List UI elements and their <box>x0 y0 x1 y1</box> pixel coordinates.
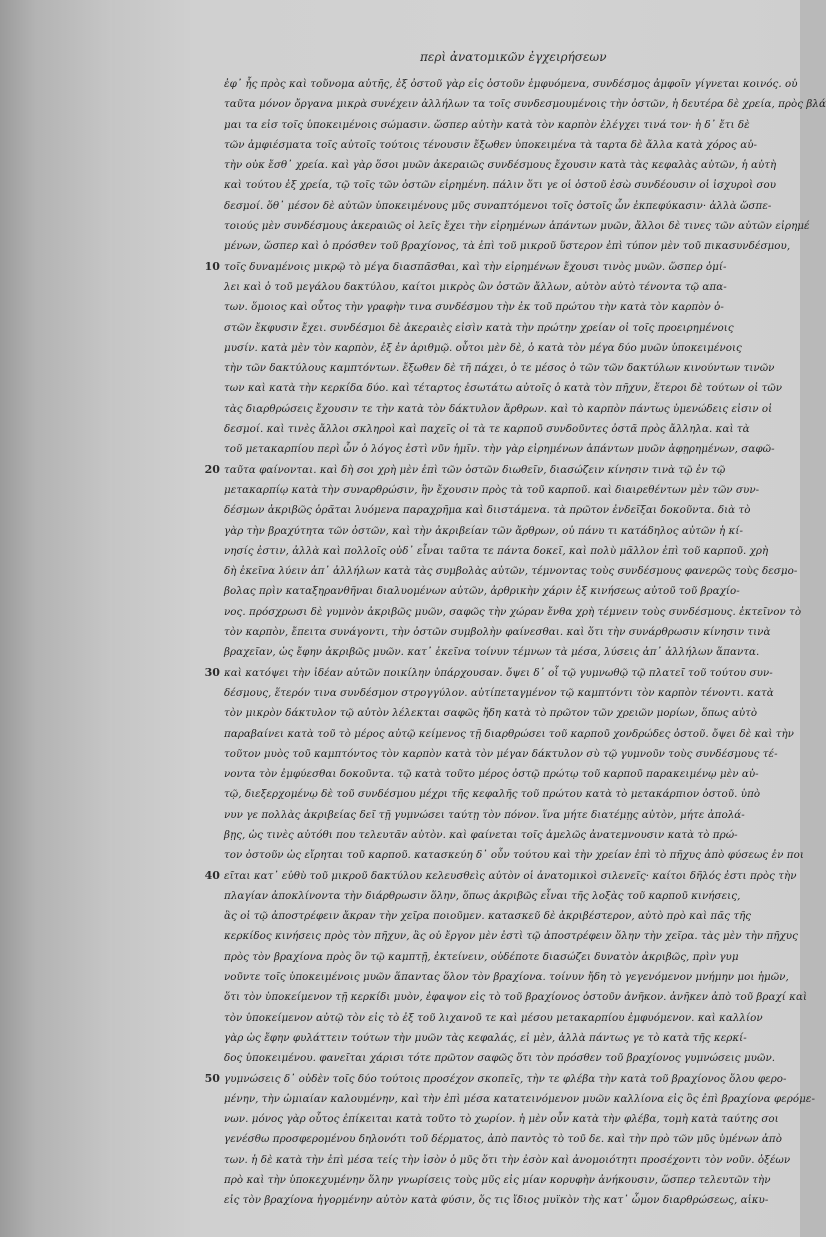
text-line <box>224 1028 772 1048</box>
line-number: 30 <box>204 665 220 679</box>
text-line <box>224 297 772 317</box>
line-text: των καὶ κατὰ τὴν κερκίδα δύο. καὶ τέταρτος ἐσωτάτω αὐτοῖς ὁ κατὰ τὸν πῆχυν, ἕτεροι δὲ τούτων οἱ τῶν <box>224 382 783 395</box>
line-text: βῃς, ὡς τινὲς αὐτόθι που τελευτᾶν αὐτὸν. καὶ φαίνεται τοῖς ἀμελῶς ἀνατεμνουσιν κατὰ τὸ πρώ- <box>224 828 738 841</box>
text-line <box>224 541 772 561</box>
running-head: περὶ ἀνατομικῶν ἐγχειρήσεων <box>420 50 607 64</box>
text-line <box>224 784 772 804</box>
line-text: γὰρ ὡς ἔφην φυλάττειν τούτων τὴν μυῶν τὰς κεφαλάς, εἰ μὲν, ἀλλὰ πάντως γε τὸ κατὰ τῆς κερκί- <box>224 1031 747 1044</box>
line-text: τὸν ὑποκείμενον αὐτῷ τὸν εἰς τὸ ἐξ τοῦ λιχανοῦ τε καὶ μέσου μετακαρπίου ἐμφυόμενον. καὶ καλλίον <box>224 1011 763 1024</box>
line-text: νων. μόνος γὰρ οὗτος ἐπίκειται κατὰ τοῦτο τὸ χωρίον. ἡ μὲν οὖν κατὰ τὴν φλέβα, τομὴ κατὰ ταύτης σοι <box>224 1113 779 1126</box>
text-line <box>224 236 791 256</box>
line-text: δέσμων ἀκριβῶς ὁρᾶται λυόμενα παραχρῆμα καὶ διιστάμενα. τὰ πρῶτον ἐνδεῖξαι δοκοῦντα. διὰ τὸ <box>224 504 751 517</box>
line-text: κερκίδος κινήσεις πρὸς τὸν πῆχυν, ἃς οὐ ἔργον μὲν ἐστὶ τῷ ἀποστρέφειν ὅλην τὴν χεῖρα. τὰς μὲν τὴν πῆχυς <box>224 930 798 943</box>
text-line <box>224 947 772 967</box>
text-line <box>204 460 772 480</box>
text-line <box>224 926 798 946</box>
text-line <box>224 724 794 744</box>
line-text: τὰς διαρθρώσεις ἔχουσιν τε τὴν κατὰ τὸν δάκτυλον ἄρθρων. καὶ τὸ καρπὸν πάντως ὑμενώδεις εἰσιν οἱ <box>224 402 773 415</box>
line-number: 40 <box>204 868 220 882</box>
text-line <box>224 115 772 135</box>
text-line <box>224 500 772 520</box>
line-text: λει καὶ ὁ τοῦ μεγάλου δακτύλου, καίτοι μικρὸς ὢν ὀστῶν ἄλλων, αὐτὸν αὐτὸ τένοντα τῷ απα- <box>224 280 727 293</box>
text-line <box>224 967 789 987</box>
text-line <box>224 602 802 622</box>
text-line <box>204 866 797 886</box>
text-line <box>224 1089 815 1109</box>
line-text: γὰρ τὴν βραχύτητα τῶν ὀστῶν, καὶ τὴν ἀκριβείαν τῶν ἄρθρων, οὐ πάνυ τι κατάδηλος αὐτῶν ἡ κί- <box>224 524 743 537</box>
line-text: τον ὀστοῦν ὡς εἴρηται τοῦ καρποῦ. κατασκεύη δ᾽ οὖν τούτου καὶ τὴν χρείαν ἐπὶ τὸ πῆχυς ἀπὸ φύσεως ἐν ποι <box>224 849 804 862</box>
line-text: τῶν ἀμφιέσματα τοῖς αὐτοῖς τούτοις τένουσιν ἔξωθεν ὑποκειμένα τὰ ταρτα δὲ ἄλλα κατὰ χόρος αὐ- <box>224 138 758 151</box>
text-line <box>224 764 772 784</box>
line-text: τὸν καρπὸν, ἔπειτα συνάγοντι, τὴν ὀστῶν συμβολὴν φαίνεσθαι. καὶ ὅτι τὴν συνάρθρωσιν κίνησιν τινὰ <box>224 626 771 639</box>
line-text: ταῦτα μόνον ὄργανα μικρὰ συνέχειν ἀλλήλων τα τοῖς συνδεσμουμένοις τὴν ὀστῶν, ἡ δευτέρα δὲ χρεία, πρὸς βλά <box>224 98 826 111</box>
line-text: δεσμοί. καὶ τινὲς ἄλλοι σκληροὶ καὶ παχεῖς οἱ τὰ τε καρποῦ συνδοῦντες ὀστᾶ πρὸς ἄλληλα. καὶ τὰ <box>224 423 750 436</box>
text-line <box>224 1129 782 1149</box>
line-text: πρὸ καὶ τὴν ὑποκεχυμένην ὅλην γνωρίσεις τοὺς μῦς εἰς μίαν κορυφὴν ἀνήκουσιν, ὥσπερ τελευτῶν τὴν <box>224 1174 771 1187</box>
text-line <box>224 135 772 155</box>
line-text: τοῦτον μυὸς τοῦ καμπτόντος τὸν καρπὸν κατὰ τὸν μέγαν δάκτυλον σὺ τῷ γυμνοῦν τοὺς συνδέσμους τέ- <box>224 747 778 760</box>
text-line <box>224 480 772 500</box>
text-line <box>204 663 773 683</box>
text-line <box>224 277 772 297</box>
text-line <box>224 845 804 865</box>
text-line <box>224 1048 776 1068</box>
line-text: τὸν μικρὸν δάκτυλον τῷ αὐτὸν λέλεκται σαφῶς ἤδη κατὰ τὸ πρῶτον τῶν χρειῶν μορίων, ὅπως αὐτὸ <box>224 707 758 720</box>
line-text: τοιούς μὲν συνδέσμους ἀκεραιῶς οἱ λεῖς ἔχει τὴν εἰρημένων ἁπάντων μυῶν, ἄλλοι δὲ τινες τῶν αὐτῶν εἰρημέ <box>224 220 810 233</box>
text-line <box>224 74 798 94</box>
text-line <box>224 439 775 459</box>
line-text: νησίς ἐστιν, ἀλλὰ καὶ πολλοῖς οὐδ᾽ εἶναι ταῦτα τε πάντα δοκεῖ, καὶ πολὺ μᾶλλον ἐπὶ τοῦ καρποῦ. χρὴ <box>224 544 769 557</box>
line-text: ἃς οἱ τῷ ἀποστρέφειν ἄκραν τὴν χεῖρα ποιοῦμεν. κατασκεῦ δὲ ἀκριβέστερον, αὐτὸ πρὸ καὶ πᾶς τῆς <box>224 910 752 923</box>
line-text: τοῖς δυναμένοις μικρῷ τὸ μέγα διασπᾶσθαι, καὶ τὴν εἰρημένων ἔχουσι τινὸς μυῶν. ὥσπερ ὁμί- <box>224 260 727 273</box>
text-line <box>224 378 783 398</box>
text-line <box>224 805 772 825</box>
line-text: μαι τα εἰσ τοῖς ὑποκειμένοις σώμασιν. ὥσπερ αὐτὴν κατὰ τὸν καρπὸν ἐλέγχει τινά τον· ἡ δ᾽ ἔτι δὲ <box>224 118 750 131</box>
text-line <box>224 318 772 338</box>
line-number: 50 <box>204 1071 220 1085</box>
text-line <box>224 196 772 216</box>
line-text: μυσίν. κατὰ μὲν τὸν καρπὸν, ἐξ ἐν ἀριθμῷ. οὗτοι μὲν δὲ, ὁ κατὰ τὸν μέγα δύο μυῶν ὑποκειμένοις <box>224 341 742 354</box>
line-text: ταῦτα φαίνονται. καὶ δὴ σοι χρὴ μὲν ἐπὶ τῶν ὀστῶν διωθεῖν, διασώζειν κίνησιν τινὰ τῷ ἐν τῷ <box>224 463 726 476</box>
line-text: καὶ τούτου ἐξ χρεία, τῷ τοῖς τῶν ὀστῶν εἰρημένη. πάλιν ὅτι γε οἱ ὀστοῦ ἐσὼ συνδέουσιν οἱ ἰσχυροὶ σου <box>224 179 777 192</box>
text-line <box>224 419 772 439</box>
line-text: τοῦ μετακαρπίου περὶ ὧν ὁ λόγος ἐστὶ νῦν ἡμῖν. τὴν γὰρ εἰρημένων ἁπάντων μυῶν ἀφῃρημένων, σαφῶ- <box>224 443 775 456</box>
text-line <box>224 1190 772 1210</box>
line-text: εῖται κατ᾽ εὐθὺ τοῦ μικροῦ δακτύλου κελευσθεὶς αὐτὸν οἱ ἀνατομικοὶ σιλενεῖς· καίτοι δῆλός ἐστι πρὸς τὴν <box>224 869 797 882</box>
text-line <box>204 257 772 277</box>
line-number: 10 <box>204 259 220 273</box>
line-text: νοντα τὸν ἐμφύεσθαι δοκοῦντα. τῷ κατὰ τοῦτο μέρος ὀστῷ πρώτῳ τοῦ καρποῦ παρακειμένῳ μὲν αὐ- <box>224 768 759 781</box>
text-line <box>224 581 772 601</box>
line-text: μένων, ὥσπερ καὶ ὁ πρόσθεν τοῦ βραχίονος, τὰ ἐπὶ τοῦ μικροῦ ὕστερον ἐπὶ τύπον μὲν τοῦ πικασυνδέσμου, <box>224 240 791 253</box>
line-text: τὴν τῶν δακτύλους καμπτόντων. ἔξωθεν δὲ τῆ πάχει, ὁ τε μέσος ὁ τῶν τῶν δακτύλων κινούντων τινῶν <box>224 362 775 375</box>
text-line <box>224 175 777 195</box>
line-text: εἰς τὸν βραχίονα ἠγορμένην αὐτὸν κατὰ φύσιν, ὅς τις ἴδιος μυϊκὸν τὴς κατ᾽ ὦμον διαρθρώσεως, αἰκυ- <box>224 1194 769 1207</box>
line-text: δος ὑποκειμένου. φανεῖται χάρισι τότε πρῶτον σαφῶς ὅτι τὸν πρόσθεν τοῦ βραχίονος γυμνώσεις μυῶν. <box>224 1052 776 1065</box>
line-text: μετακαρπίῳ κατὰ τὴν συναρθρώσιν, ἣν ἔχουσιν πρὸς τὰ τοῦ καρποῦ. καὶ διαιρεθέντων μὲν τῶν συν- <box>224 483 760 496</box>
line-text: δέσμους, ἕτερόν τινα συνδέσμον στρογγύλον. αὐτίπεταγμένον τῷ καμπτόντι τὸν καρπὸν τένοντι. κατὰ <box>224 686 774 699</box>
line-text: παραβαίνει κατὰ τοῦ τὸ μέρος αὐτῷ κείμενος τῇ διαρθρώσει τοῦ καρποῦ χονδρώδες ὀστοῦ. ὄψει δὲ καὶ τὴν <box>224 727 794 740</box>
line-text: βολας πρὶν καταξηρανθῆναι διαλυομένων αὐτῶν, ἀρθρικὴν χάριν ἐξ κινήσεως αὐτοῦ τοῦ βραχίο- <box>224 585 740 598</box>
line-text: πλαγίαν ἀποκλίνοντα τὴν διάρθρωσιν ὅλην, ὅπως ἀκριβῶς εἶναι τῆς λοξὰς τοῦ καρποῦ κινήσεις, <box>224 889 741 902</box>
line-text: πρὸς τὸν βραχίονα πρὸς ὃν τῷ καμπτῇ, ἐκτείνειν, οὐδέποτε διασώζει δυνατὸν ἀκριβῶς, πρὶν γυμ <box>224 950 739 963</box>
text-line <box>224 642 772 662</box>
line-text: δεσμοί. ὅθ᾽ μέσον δὲ αὐτῶν ὑποκειμένους μῦς συναπτόμενοι τοῖς ὀστοῖς ὧν ἐκπεφύκασιν· ἀλλὰ ὥσπε- <box>224 199 772 212</box>
line-text: νυν γε πολλὰς ἀκριβείας δεῖ τῇ γυμνώσει ταύτῃ τὸν πόνον. ἵνα μήτε διατέμῃς αὐτὸν, μήτε ἀπολά- <box>224 808 745 821</box>
line-text: των. ὅμοιος καὶ οὗτος τὴν γραφὴν τινα συνδέσμου τὴν ἐκ τοῦ πρώτου τὴν κατὰ τὸν καρπὸν ὁ- <box>224 301 724 314</box>
text-line <box>224 1008 772 1028</box>
line-text: ἐφ᾽ ἧς πρὸς καὶ τοὔνομα αὐτῆς, ἐξ ὀστοῦ γὰρ εἰς ὀστοῦν ἐμφυόμενα, συνδέσμος ἀμφοῖν γίγνεται κοινός. οὐ <box>224 78 798 90</box>
text-line <box>224 358 775 378</box>
line-text: τῷ, διεξερχομένῳ δὲ τοῦ συνδέσμου μέχρι τῆς κεφαλῆς τοῦ πρώτου κατὰ τὸ μετακάρπιον ὀστοῦ. ὑπὸ <box>224 788 761 801</box>
text-line <box>224 94 826 114</box>
text-line <box>224 906 772 926</box>
text-line <box>224 825 772 845</box>
line-text: των. ἡ δὲ κατὰ τὴν ἐπὶ μέσα τείς τὴν ἰσὸν ὁ μῦς ὅτι τὴν ἐσὸν καὶ ἀνομοιότητι προσέχοντι τὸν νοῦν. ὀξέων <box>224 1153 791 1166</box>
line-text: γενέσθω προσφερομένου δηλονότι τοῦ δέρματος, ἀπὸ παντὸς τὸ τοῦ δε. καὶ τὴν πρὸ τῶν μῦς ὑμένων ἀπὸ <box>224 1133 782 1146</box>
text-line <box>224 521 772 541</box>
text-line <box>224 1170 772 1190</box>
line-text: τὴν οὐκ ἔσθ᾽ χρεία. καὶ γὰρ ὅσοι μυῶν ἀκεραιῶς συνδέσμους ἔχουσιν κατὰ τὰς κεφαλὰς αὐτῶν, ἡ αὐτὴ <box>224 159 777 172</box>
text-line <box>224 338 772 358</box>
text-line <box>224 886 772 906</box>
body-text <box>204 74 826 1211</box>
text-line <box>224 703 772 723</box>
text-line <box>224 216 810 236</box>
line-text: ὅτι τὸν ὑποκείμενον τῇ κερκίδι μυὸν, ἐφαψον εἰς τὸ τοῦ βραχίονος ὀστοῦν ἀνῆκον. ἀνῆκεν ἀπὸ τοῦ βραχί καὶ <box>224 991 808 1004</box>
line-text: νοῦντε τοῖς ὑποκειμένοις μυῶν ἅπαντας ὅλον τὸν βραχίονα. τοίνυν ἤδη τὸ γεγενόμενον μνήμην μοι ἡμῶν, <box>224 971 789 984</box>
text-line <box>224 683 772 703</box>
text-line <box>224 1150 791 1170</box>
text-line <box>224 1109 779 1129</box>
line-text: μένην, τὴν ὠμιαίαν καλουμένην, καὶ τὴν ἐπὶ μέσα κατατεινόμενον μυῶν καλλίονα εἰς ὃς ἐπὶ βραχίονα φερόμε- <box>224 1092 815 1105</box>
line-text: νος. πρόσχρωσι δὲ γυμνὸν ἀκριβῶς μυῶν, σαφῶς τὴν χώραν ἔνθα χρὴ τέμνειν τοὺς συνδέσμους. ἐκτεῖνον τὸ <box>224 605 802 618</box>
text-line <box>224 987 808 1007</box>
line-text: καὶ κατόψει τὴν ἰδέαν αὐτῶν ποικίλην ὑπάρχουσαν. ὄψει δ᾽ οἷ τῷ γυμνωθῷ τῷ πλατεῖ τοῦ τούτου συν- <box>224 666 773 679</box>
line-number: 20 <box>204 462 220 476</box>
text-line <box>204 1069 787 1089</box>
text-line <box>224 561 798 581</box>
text-line <box>224 744 778 764</box>
text-line <box>224 622 772 642</box>
line-text: στῶν ἔκφυσιν ἔχει. συνδέσμοι δὲ ἀκεραιὲς εἰσὶν κατὰ τὴν πρώτην χρείαν οἱ τοῖς προειρημένοις <box>224 321 734 334</box>
line-text: βραχεῖαν, ὡς ἔφην ἀκριβῶς μυῶν. κατ᾽ ἐκεῖνα τοίνυν τέμνων τὰ μέσα, λύσεις ἀπ᾽ ἀλλήλων ἅπαντα. <box>224 646 760 659</box>
text-line <box>224 399 772 419</box>
text-line <box>224 155 777 175</box>
line-text: δὴ ἐκεῖνα λύειν ἀπ᾽ ἀλλήλων κατὰ τὰς συμβολὰς αὐτῶν, τέμνοντας τοὺς συνδέσμους φανερῶς τοὺς δεσμο- <box>224 565 798 578</box>
line-text: γυμνώσεις δ᾽ οὐδὲν τοῖς δύο τούτοις προσέχον σκοπεῖς, τὴν τε φλέβα τὴν κατὰ τοῦ βραχίονος ὅλου φερο- <box>224 1072 787 1085</box>
